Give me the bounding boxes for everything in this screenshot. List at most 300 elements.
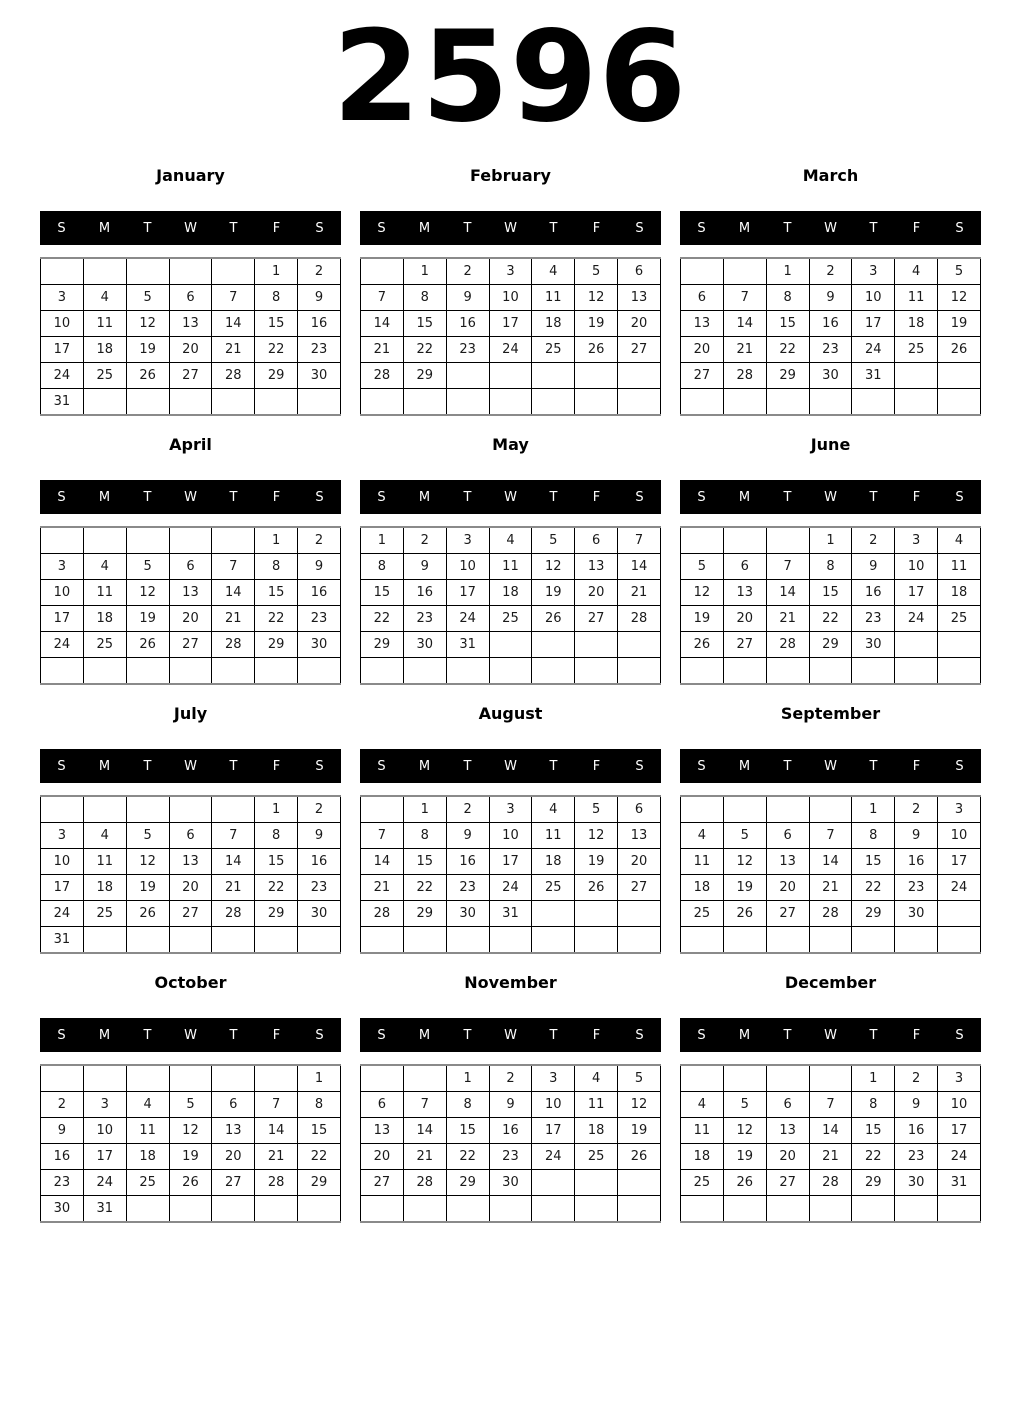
date-cell: 15 (809, 580, 852, 606)
date-cell: 5 (723, 1092, 766, 1118)
date-cell: 10 (938, 823, 981, 849)
week-row (41, 1170, 341, 1196)
date-cell: 9 (446, 823, 489, 849)
empty-cell (895, 389, 938, 416)
date-cell: 12 (126, 311, 169, 337)
date-cell: 28 (766, 632, 809, 658)
date-cell: 11 (83, 580, 126, 606)
empty-cell (809, 389, 852, 416)
date-cell: 1 (446, 1065, 489, 1092)
date-cell: 10 (938, 1092, 981, 1118)
date-cell: 25 (681, 901, 724, 927)
date-cell: 1 (403, 258, 446, 285)
date-cell: 19 (126, 606, 169, 632)
weekday-letter: W (184, 758, 197, 774)
date-cell: 19 (575, 311, 618, 337)
empty-cell (723, 658, 766, 685)
date-cell: 3 (938, 796, 981, 823)
date-cell: 10 (41, 580, 84, 606)
empty-cell (895, 1196, 938, 1223)
date-cell: 15 (255, 311, 298, 337)
weekday-letter: M (418, 1027, 431, 1043)
week-row (681, 796, 981, 823)
week-row (41, 1144, 341, 1170)
date-cell: 1 (255, 796, 298, 823)
empty-cell (361, 1065, 404, 1092)
empty-cell (403, 1196, 446, 1223)
empty-cell (618, 363, 661, 389)
week-row (361, 1144, 661, 1170)
date-cell: 12 (575, 823, 618, 849)
date-cell: 6 (169, 554, 212, 580)
week-row (361, 258, 661, 285)
date-cell: 30 (809, 363, 852, 389)
month-title: January (156, 166, 225, 185)
empty-cell (489, 658, 532, 685)
date-cell: 29 (852, 1170, 895, 1196)
empty-cell (403, 658, 446, 685)
date-cell: 24 (895, 606, 938, 632)
date-cell: 7 (212, 554, 255, 580)
empty-cell (532, 927, 575, 954)
date-cell: 9 (489, 1092, 532, 1118)
week-row (681, 875, 981, 901)
date-cell: 20 (361, 1144, 404, 1170)
date-cell: 12 (723, 849, 766, 875)
date-cell: 20 (169, 337, 212, 363)
month-table (360, 257, 661, 416)
date-cell: 2 (298, 796, 341, 823)
date-cell: 26 (126, 363, 169, 389)
empty-cell (361, 389, 404, 416)
weekday-letter: W (504, 220, 517, 236)
weekday-letter: F (912, 489, 921, 505)
date-cell: 29 (361, 632, 404, 658)
date-cell: 18 (532, 849, 575, 875)
weekday-letter: M (738, 220, 751, 236)
date-cell: 4 (83, 285, 126, 311)
week-row (361, 1196, 661, 1223)
week-row (361, 580, 661, 606)
date-cell: 13 (766, 849, 809, 875)
date-cell: 3 (489, 258, 532, 285)
empty-cell (83, 658, 126, 685)
date-cell: 21 (809, 875, 852, 901)
date-cell: 4 (126, 1092, 169, 1118)
empty-cell (212, 1196, 255, 1223)
date-cell: 6 (169, 823, 212, 849)
date-cell: 7 (403, 1092, 446, 1118)
month-table (680, 526, 981, 685)
date-cell: 21 (361, 337, 404, 363)
week-row (361, 927, 661, 954)
empty-cell (361, 258, 404, 285)
empty-cell (895, 927, 938, 954)
empty-cell (255, 927, 298, 954)
weekday-header (360, 480, 661, 514)
weekday-letter: M (418, 489, 431, 505)
empty-cell (126, 389, 169, 416)
week-row (681, 311, 981, 337)
date-cell: 17 (489, 311, 532, 337)
date-cell: 2 (403, 527, 446, 554)
empty-cell (938, 927, 981, 954)
date-cell: 16 (489, 1118, 532, 1144)
weekday-letter: F (912, 758, 921, 774)
date-cell: 21 (255, 1144, 298, 1170)
date-cell: 22 (255, 606, 298, 632)
date-cell: 9 (895, 1092, 938, 1118)
month-title: October (154, 973, 227, 992)
week-row (361, 1092, 661, 1118)
weekday-letter: T (869, 758, 878, 774)
date-cell: 17 (41, 875, 84, 901)
empty-cell (169, 927, 212, 954)
empty-cell (895, 632, 938, 658)
weekday-letter: S (635, 220, 644, 236)
date-cell: 16 (403, 580, 446, 606)
date-cell: 21 (212, 337, 255, 363)
date-cell: 15 (852, 1118, 895, 1144)
empty-cell (446, 363, 489, 389)
weekday-letter: T (143, 220, 152, 236)
month-table (40, 257, 341, 416)
empty-cell (83, 796, 126, 823)
weekday-letter: S (57, 220, 66, 236)
empty-cell (575, 927, 618, 954)
date-cell: 29 (403, 363, 446, 389)
date-cell: 9 (298, 285, 341, 311)
weekday-letter: T (549, 1027, 558, 1043)
month-table (680, 257, 981, 416)
week-row (361, 1118, 661, 1144)
empty-cell (41, 658, 84, 685)
weekday-letter: T (783, 1027, 792, 1043)
date-cell: 9 (852, 554, 895, 580)
date-cell: 22 (809, 606, 852, 632)
date-cell: 19 (938, 311, 981, 337)
date-cell: 22 (446, 1144, 489, 1170)
date-cell: 5 (575, 796, 618, 823)
weekday-letter: F (272, 220, 281, 236)
month-april (40, 435, 341, 685)
date-cell: 3 (41, 823, 84, 849)
date-cell: 30 (403, 632, 446, 658)
date-cell: 25 (489, 606, 532, 632)
date-cell: 29 (255, 901, 298, 927)
empty-cell (255, 389, 298, 416)
weekday-header (360, 1018, 661, 1052)
empty-cell (618, 1196, 661, 1223)
date-cell: 29 (403, 901, 446, 927)
date-cell: 20 (169, 606, 212, 632)
date-cell: 13 (618, 823, 661, 849)
empty-cell (809, 796, 852, 823)
empty-cell (681, 527, 724, 554)
empty-cell (298, 1196, 341, 1223)
empty-cell (809, 1196, 852, 1223)
date-cell: 14 (809, 1118, 852, 1144)
date-cell: 2 (446, 258, 489, 285)
empty-cell (126, 796, 169, 823)
date-cell: 12 (126, 580, 169, 606)
date-cell: 23 (895, 1144, 938, 1170)
empty-cell (766, 1196, 809, 1223)
weekday-header (680, 211, 981, 245)
weekday-letter: S (315, 1027, 324, 1043)
weekday-letter: T (463, 489, 472, 505)
empty-cell (83, 389, 126, 416)
date-cell: 3 (852, 258, 895, 285)
empty-cell (169, 1065, 212, 1092)
date-cell: 18 (681, 1144, 724, 1170)
month-table (360, 795, 661, 954)
date-cell: 25 (83, 363, 126, 389)
weekday-letter: M (418, 220, 431, 236)
empty-cell (618, 901, 661, 927)
weekday-letter: S (377, 489, 386, 505)
week-row (41, 1118, 341, 1144)
empty-cell (723, 527, 766, 554)
date-cell: 23 (298, 337, 341, 363)
weekday-letter: T (229, 758, 238, 774)
weekday-letter: W (824, 758, 837, 774)
date-cell: 9 (298, 554, 341, 580)
empty-cell (938, 901, 981, 927)
date-cell: 11 (489, 554, 532, 580)
date-cell: 16 (298, 311, 341, 337)
date-cell: 4 (489, 527, 532, 554)
date-cell: 23 (895, 875, 938, 901)
date-cell: 14 (212, 311, 255, 337)
date-cell: 26 (126, 632, 169, 658)
date-cell: 23 (489, 1144, 532, 1170)
date-cell: 25 (681, 1170, 724, 1196)
weekday-letter: S (697, 1027, 706, 1043)
date-cell: 6 (723, 554, 766, 580)
empty-cell (723, 258, 766, 285)
month-table (360, 526, 661, 685)
month-november (360, 973, 661, 1223)
date-cell: 13 (361, 1118, 404, 1144)
date-cell: 20 (681, 337, 724, 363)
date-cell: 29 (446, 1170, 489, 1196)
date-cell: 21 (618, 580, 661, 606)
empty-cell (723, 927, 766, 954)
empty-cell (212, 258, 255, 285)
empty-cell (809, 1065, 852, 1092)
date-cell: 27 (766, 901, 809, 927)
week-row (681, 285, 981, 311)
date-cell: 26 (169, 1170, 212, 1196)
date-cell: 7 (212, 823, 255, 849)
date-cell: 12 (169, 1118, 212, 1144)
week-row (681, 823, 981, 849)
month-march (680, 166, 981, 416)
date-cell: 16 (852, 580, 895, 606)
empty-cell (809, 927, 852, 954)
weekday-letter: S (377, 758, 386, 774)
date-cell: 24 (446, 606, 489, 632)
date-cell: 30 (298, 632, 341, 658)
week-row (41, 580, 341, 606)
month-december (680, 973, 981, 1223)
empty-cell (403, 927, 446, 954)
date-cell: 18 (681, 875, 724, 901)
date-cell: 28 (361, 901, 404, 927)
date-cell: 22 (255, 337, 298, 363)
date-cell: 25 (895, 337, 938, 363)
date-cell: 8 (255, 823, 298, 849)
date-cell: 5 (532, 527, 575, 554)
date-cell: 24 (41, 632, 84, 658)
empty-cell (532, 632, 575, 658)
week-row (41, 849, 341, 875)
date-cell: 8 (403, 823, 446, 849)
date-cell: 21 (212, 875, 255, 901)
date-cell: 8 (852, 823, 895, 849)
empty-cell (723, 1065, 766, 1092)
date-cell: 26 (126, 901, 169, 927)
date-cell: 20 (169, 875, 212, 901)
weekday-letter: S (377, 1027, 386, 1043)
date-cell: 22 (766, 337, 809, 363)
date-cell: 6 (766, 823, 809, 849)
week-row (41, 796, 341, 823)
empty-cell (766, 527, 809, 554)
weekday-header (40, 480, 341, 514)
date-cell: 3 (41, 285, 84, 311)
date-cell: 8 (403, 285, 446, 311)
date-cell: 17 (938, 1118, 981, 1144)
date-cell: 8 (255, 554, 298, 580)
date-cell: 18 (938, 580, 981, 606)
month-title: March (802, 166, 859, 185)
date-cell: 1 (403, 796, 446, 823)
date-cell: 3 (83, 1092, 126, 1118)
weekday-letter: F (592, 489, 601, 505)
weekday-letter: T (549, 489, 558, 505)
week-row (681, 632, 981, 658)
date-cell: 27 (723, 632, 766, 658)
date-cell: 11 (83, 311, 126, 337)
date-cell: 17 (41, 606, 84, 632)
week-row (681, 527, 981, 554)
date-cell: 12 (575, 285, 618, 311)
date-cell: 8 (361, 554, 404, 580)
date-cell: 7 (212, 285, 255, 311)
date-cell: 18 (895, 311, 938, 337)
date-cell: 10 (895, 554, 938, 580)
date-cell: 18 (532, 311, 575, 337)
date-cell: 27 (212, 1170, 255, 1196)
date-cell: 30 (298, 901, 341, 927)
date-cell: 31 (938, 1170, 981, 1196)
weekday-letter: T (143, 1027, 152, 1043)
date-cell: 20 (575, 580, 618, 606)
date-cell: 20 (618, 849, 661, 875)
date-cell: 28 (809, 901, 852, 927)
date-cell: 24 (489, 875, 532, 901)
week-row (681, 927, 981, 954)
date-cell: 27 (618, 875, 661, 901)
date-cell: 16 (809, 311, 852, 337)
weekday-letter: W (824, 1027, 837, 1043)
date-cell: 30 (446, 901, 489, 927)
date-cell: 8 (255, 285, 298, 311)
weekday-letter: F (592, 220, 601, 236)
date-cell: 1 (852, 796, 895, 823)
date-cell: 5 (938, 258, 981, 285)
date-cell: 13 (618, 285, 661, 311)
empty-cell (212, 796, 255, 823)
date-cell: 14 (618, 554, 661, 580)
date-cell: 25 (83, 632, 126, 658)
empty-cell (766, 1065, 809, 1092)
date-cell: 4 (575, 1065, 618, 1092)
date-cell: 24 (532, 1144, 575, 1170)
date-cell: 28 (212, 901, 255, 927)
date-cell: 12 (126, 849, 169, 875)
empty-cell (255, 1065, 298, 1092)
month-july (40, 704, 341, 954)
date-cell: 23 (446, 875, 489, 901)
empty-cell (681, 658, 724, 685)
date-cell: 10 (41, 311, 84, 337)
date-cell: 5 (126, 554, 169, 580)
weekday-letter: T (869, 489, 878, 505)
empty-cell (212, 389, 255, 416)
date-cell: 6 (361, 1092, 404, 1118)
weekday-header (360, 749, 661, 783)
date-cell: 4 (532, 258, 575, 285)
date-cell: 10 (852, 285, 895, 311)
week-row (681, 337, 981, 363)
date-cell: 1 (255, 527, 298, 554)
week-row (361, 389, 661, 416)
date-cell: 12 (723, 1118, 766, 1144)
date-cell: 14 (255, 1118, 298, 1144)
weekday-letter: W (184, 1027, 197, 1043)
date-cell: 15 (361, 580, 404, 606)
date-cell: 27 (169, 632, 212, 658)
date-cell: 6 (618, 796, 661, 823)
date-cell: 13 (169, 311, 212, 337)
date-cell: 18 (489, 580, 532, 606)
date-cell: 2 (895, 796, 938, 823)
date-cell: 29 (766, 363, 809, 389)
month-title: December (784, 973, 877, 992)
date-cell: 16 (895, 849, 938, 875)
week-row (361, 1170, 661, 1196)
empty-cell (489, 363, 532, 389)
date-cell: 10 (532, 1092, 575, 1118)
weekday-letter: S (955, 489, 964, 505)
date-cell: 21 (361, 875, 404, 901)
date-cell: 19 (723, 1144, 766, 1170)
weekday-letter: S (635, 489, 644, 505)
date-cell: 7 (361, 823, 404, 849)
date-cell: 8 (809, 554, 852, 580)
date-cell: 26 (532, 606, 575, 632)
empty-cell (41, 258, 84, 285)
empty-cell (126, 1196, 169, 1223)
week-row (41, 285, 341, 311)
empty-cell (575, 658, 618, 685)
weekday-letter: S (57, 758, 66, 774)
weekday-header (680, 1018, 981, 1052)
week-row (681, 258, 981, 285)
